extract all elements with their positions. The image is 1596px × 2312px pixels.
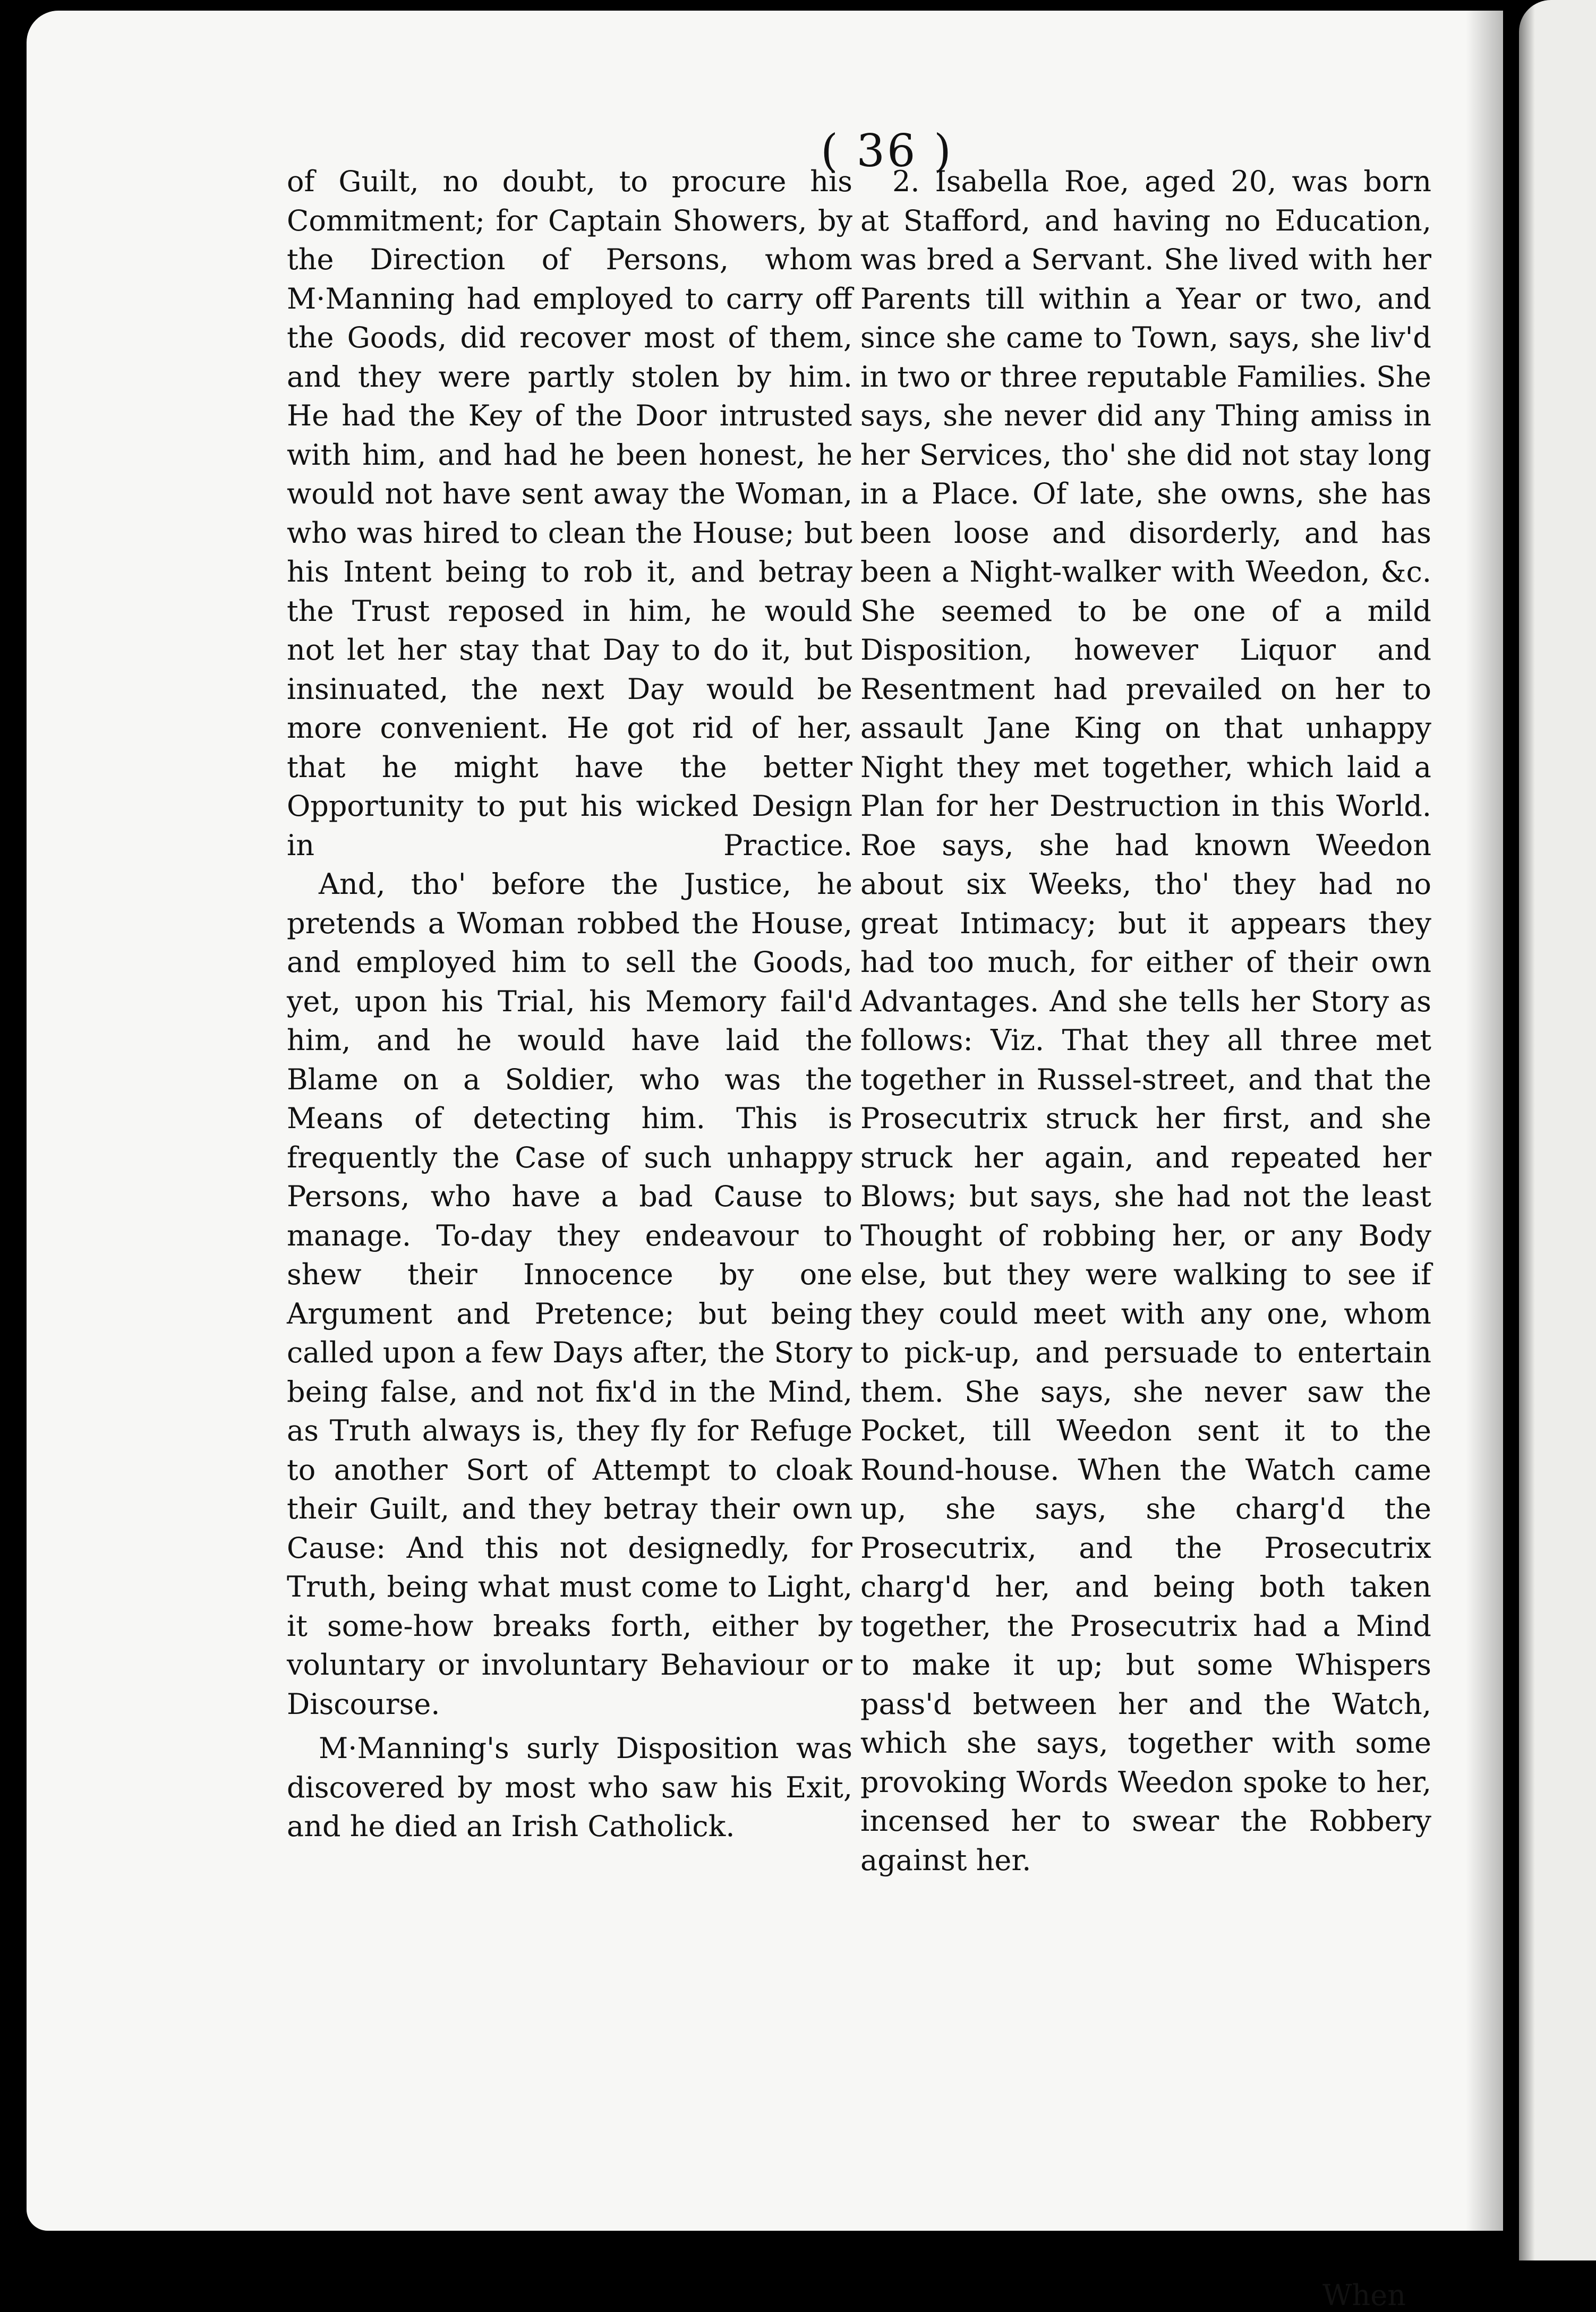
right-column: [860, 162, 1431, 1880]
page-number: ( 36 ): [821, 125, 953, 177]
paragraph: And, tho' before the Justice, he pretends a Woman robbed the House, and employed him to sell the Goods, yet, upon his Trial, his Memory fail'd him, and he would have laid the Blame on a Soldier, who was the Means of detecting him. This is frequently the Case of such unhappy Persons, who have a bad Cause to manage. To-day they endeavour to shew their Innocence by one Argument and Pretence; but being called upon a few Days after, the Story being false, and not fix'd in the Mind, as Truth always is, they fly for Refuge to another Sort of Attempt to cloak their Guilt, and they betray their own Cause: And this not designedly, for Truth, being what must come to Light, it some-how breaks forth, either by voluntary or involuntary Behaviour or Discourse.: [287, 867, 852, 1721]
catchword: When: [1322, 2279, 1406, 2312]
adjacent-page-edge: [1519, 0, 1596, 2260]
paragraph: 2. Isabella Roe, aged 20, was born at Stafford, and having no Education, was bred a Servant. She lived with her Parents till within a Year or two, and since she came to Town, says, she liv'd in two or three reputable Families. She says, she never did any Thing amiss in her Services, tho' she did not stay long in a Place. Of late, she owns, she has been loose and disorderly, and has been a Night-walker with Weedon, &c. She seemed to be one of a mild Disposition, however Liquor and Resentment had prevailed on her to assault Jane King on that unhappy Night they met together, which laid a Plan for her Destruction in this World. Roe says, she had known Weedon about six Weeks, tho' they had no great Intimacy; but it appears they had too much, for either of their own Advantages. And she tells her Story as follows: Viz. That they all three met together in Russel-street, and that the Prosecutrix struck her first, and she struck her again, and repeated her Blows; but says, she had not the least Thought of robbing her, or any Body else, but they were walking to see if they could meet with any one, whom to pick-up, and persuade to entertain them. She says, she never saw the Pocket, till Weedon sent it to the Round-house. When the Watch came up, she says, she charg'd the Prosecutrix, and the Prosecutrix charg'd her, and being both taken together, the Prosecutrix had a Mind to make it up; but some Whispers pass'd between her and the Watch, which she says, together with some provoking Words Weedon spoke to her, incensed her to swear the Robbery against her.: [860, 165, 1431, 1877]
paragraph: M·Manning's surly Disposition was discovered by most who saw his Exit, and he died an Irish Catholick.: [287, 1731, 852, 1843]
book-page: [27, 11, 1503, 2312]
paragraph: of Guilt, no doubt, to procure his Commitment; for Captain Showers, by the Direction of Persons, whom M·Manning had employed to carry off the Goods, did recover most of them, and they were partly stolen by him. He had the Key of the Door intrusted with him, and had he been honest, he would not have sent away the Woman, who was hired to clean the House; but his Intent being to rob it, and betray the Trust reposed in him, he would not let her stay that Day to do it, but insinuated, the next Day would be more convenient. He got rid of her, that he might have the better Opportunity to put his wicked Design in Practice.: [287, 165, 852, 862]
left-column: [287, 162, 852, 1846]
